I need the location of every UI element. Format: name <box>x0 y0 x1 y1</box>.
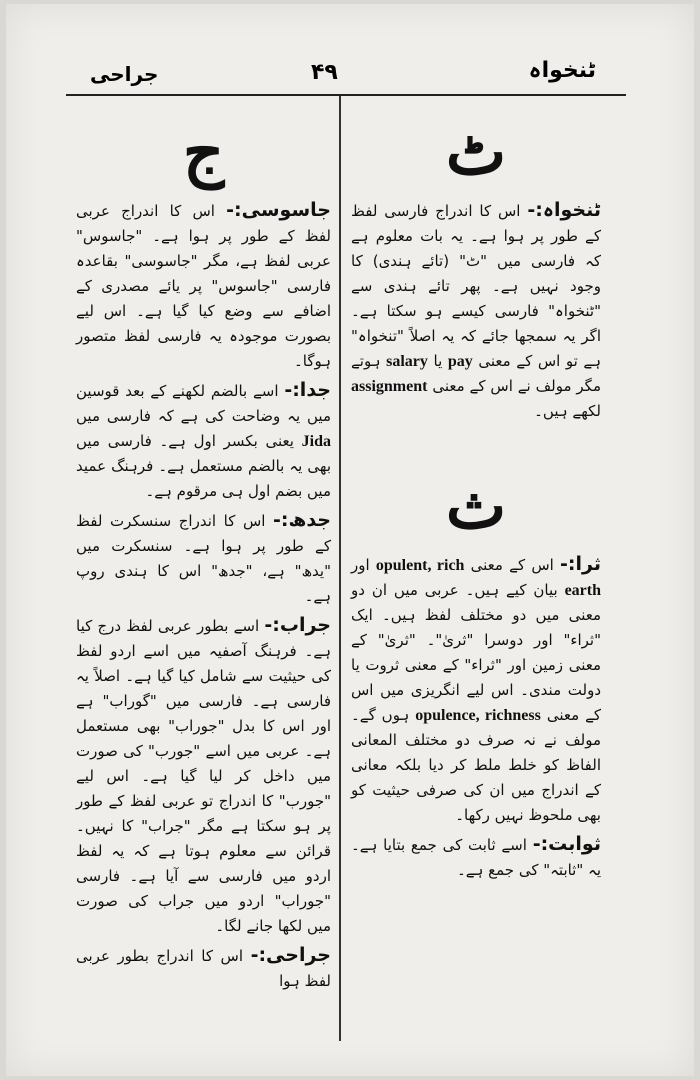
entry-term: ثوابت:- <box>532 833 601 855</box>
english-gloss: salary <box>386 353 428 370</box>
entry-text: اس کے معنی <box>470 556 554 574</box>
entry-text: ہوتے مگر مولف نے اس کے معنی <box>351 352 601 395</box>
entry-text: اس کا اندراج فارسی لفظ کے طور پر ہوا ہے۔ یہ بات معلوم ہے کہ فارسی میں "ٹ" (تائے ہندی) کا وجود نہیں ہے۔ پھر تائے ہندی سے "ٹنخواہ" فارسی کیسے ہو سکتا ہے۔ اگر یہ سمجھا جائے کہ یہ اصلاً "تنخواہ" ہے تو اس کے معنی <box>351 202 601 370</box>
entry-text: بیان کیے ہیں۔ عربی میں ان دو معنی میں دو مختلف لفظ ہیں۔ ایک "ثراء" اور دوسرا "ثریٰ"۔ "ثریٰ" کے معنی زمین اور "ثراء" کے معنی ثروت یا دولت مندی۔ اس لیے انگریزی میں اس کے معنی <box>351 581 601 724</box>
section-heading-se: ث <box>445 469 507 544</box>
english-gloss: earth <box>564 582 601 599</box>
entry-text: یا <box>433 352 443 370</box>
page <box>6 4 694 1076</box>
entry-jarrahi <box>76 943 331 994</box>
entry-term: جراب:- <box>264 614 331 636</box>
entry-term: جدا:- <box>284 379 331 401</box>
english-gloss: pay <box>447 353 473 370</box>
english-gloss: opulence, richness <box>415 707 541 724</box>
entry-text: اس کا اندراج سنسکرت لفظ کے طور پر ہوا ہے۔ سنسکرت میں "یدھ" ہے، "جدھ" اس کا ہندی روپ ہے۔ <box>76 512 331 605</box>
entry-term: جراحی:- <box>250 944 331 966</box>
entry-term: ٹنخواہ:- <box>527 199 601 221</box>
entry-text: اس کا اندراج عربی لفظ کے طور پر ہوا ہے۔ "جاسوس" عربی لفظ ہے، مگر "جاسوسی" بقاعدہ فارسی "جاسوس" پر یائے مصدری کے اضافے سے وضع کیا گیا ہے۔ اس لیے بصورت موجودہ یہ فارسی لفظ متصور ہوگا۔ <box>76 202 331 370</box>
entry-jasoosi <box>76 198 331 374</box>
entry-text: لکھے ہیں۔ <box>534 402 601 420</box>
entry-text: اور <box>351 556 370 574</box>
entry-jurab <box>76 613 331 939</box>
entry-text: اسے ثابت کی جمع بتایا ہے۔ یہ "ثابتہ" کی جمع ہے۔ <box>351 836 601 879</box>
entry-juda <box>76 378 331 504</box>
entry-sara <box>351 552 601 828</box>
column-divider <box>339 96 341 1041</box>
entry-term: جدھ:- <box>273 509 331 531</box>
header-rule <box>66 94 626 96</box>
entry-term: ثرا:- <box>560 553 601 575</box>
entry-tankhwah <box>351 198 601 424</box>
entry-text: اس کا اندراج بطور عربی لفظ ہوا <box>76 947 331 990</box>
header-catchword-right: ٹنخواہ <box>528 58 596 83</box>
section-heading-jeem: ج <box>182 115 225 190</box>
english-gloss: Jida <box>301 433 331 450</box>
english-gloss: assignment <box>351 378 428 395</box>
left-column <box>76 114 331 998</box>
page-header <box>66 54 626 100</box>
page-number: ۴۹ <box>311 60 338 85</box>
entry-text: اسے بالضم لکھنے کے بعد قوسین میں یہ وضاحت کی ہے کہ فارسی میں <box>76 382 331 425</box>
header-catchword-left: جراحی <box>90 62 159 86</box>
entry-judh <box>76 508 331 609</box>
entry-sawabit <box>351 832 601 883</box>
right-column <box>351 114 601 887</box>
entry-text: ہوں گے۔ مولف نے نہ صرف دو مختلف المعانی الفاظ کو خلط ملط کر دیا بلکہ معانی کے اندراج میں ان کی صرفی حیثیت کو بھی ملحوظ نہیں رکھا۔ <box>351 706 601 824</box>
entry-term: جاسوسی:- <box>226 199 331 221</box>
section-heading-te: ٹ <box>445 115 507 190</box>
entry-text: یعنی بکسر اول ہے۔ فارسی میں بھی یہ بالضم مستعمل ہے۔ فرہنگ عمید میں بضم اول ہی مرقوم ہے۔ <box>76 432 331 500</box>
entry-text: اسے بطور عربی لفظ درج کیا ہے۔ فرہنگ آصفیہ میں اسے اردو لفظ کی حیثیت سے شامل کیا گیا ہے۔ اصلاً یہ فارسی ہے۔ فارسی میں "گوراب" ہے اور اس کا بدل "جوراب" بھی مستعمل ہے۔ عربی میں اسے "جورب" کی صورت میں داخل کر لیا گیا ہے۔ اس لیے "جورب" کا اندراج تو عربی لفظ کے طور پر ہو سکتا ہے مگر "جراب" کا نہیں۔ قرائن سے معلوم ہوتا ہے کہ یہ لفظ اردو میں فارسی سے آیا ہے۔ فارسی "جوراب" اردو میں جراب کی صورت میں لکھا جانے لگا۔ <box>76 617 331 935</box>
english-gloss: opulent, rich <box>375 557 465 574</box>
